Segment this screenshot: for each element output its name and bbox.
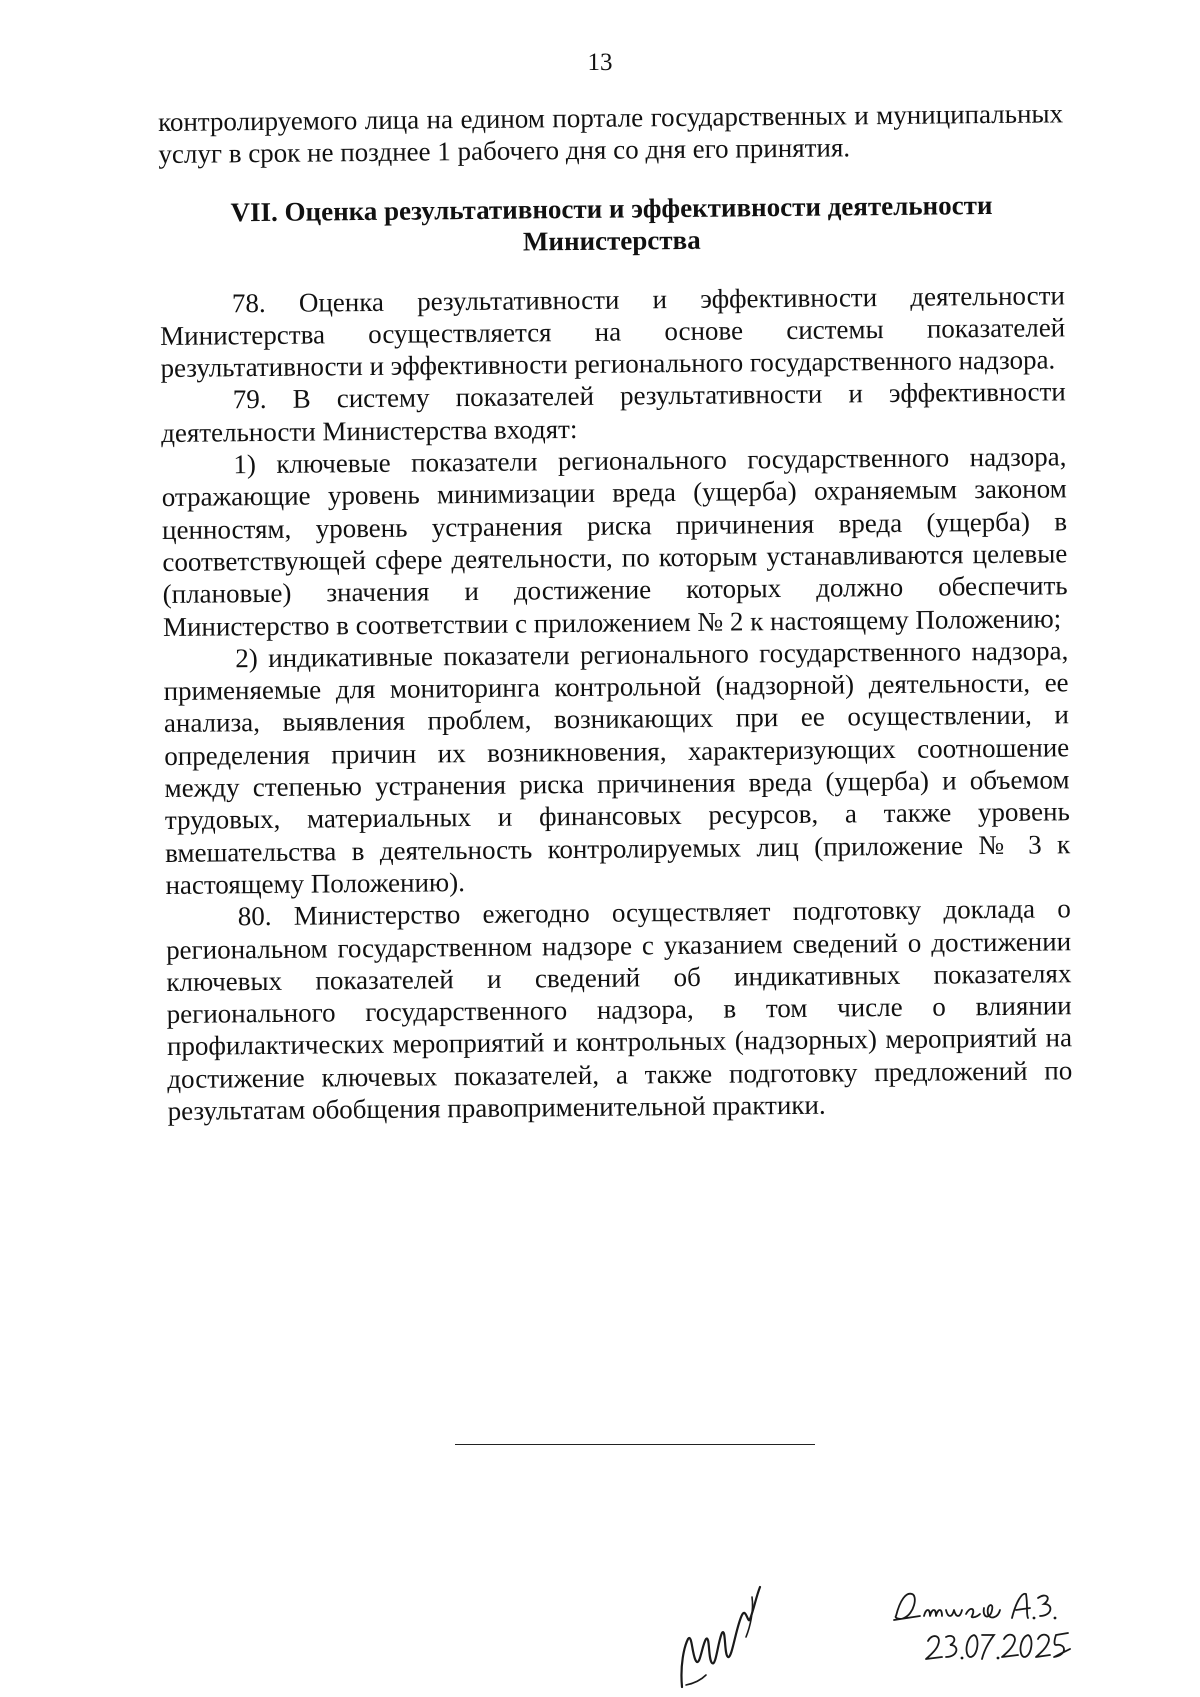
handwritten-name bbox=[890, 1580, 1060, 1630]
document-body bbox=[158, 97, 1073, 1127]
paragraph-78: 78. Оценка результативности и эффективности деятельности Министерства осуществляется на основе системы показателей результативности и эффективности регионального государственного надзора. bbox=[160, 279, 1066, 384]
paragraph-79-item-1: 1) ключевые показатели регионального государственного надзора, отражающие уровень минимизации вреда (ущерба) охраняемым законом ценностям, уровень устранения риска причинения вреда (ущерба) в соответствующей сфере деятельности, по которым устанавливаются целевые (плановые) значения и достижение которых должно обеспечить Министерство в соответствии с приложением № 2 к настоящему Положению; bbox=[161, 441, 1068, 642]
signature-scribble bbox=[662, 1575, 782, 1695]
separator-line bbox=[455, 1444, 815, 1445]
page-number: 13 bbox=[587, 49, 613, 76]
paragraph-79-item-2: 2) индикативные показатели регионального государственного надзора, применяемые для мониторинга контрольной (надзорной) деятельности, ее анализа, выявления проблем, возникающих при ее осуществлении, и определения причин их возникновения, характеризующих соотношение между степенью устранения риска причинения вреда (ущерба) и объемом трудовых, материальных и финансовых ресурсов, а также уровень вмешательства в деятельность контролируемых лиц (приложение № 3 к настоящему Положению). bbox=[163, 635, 1071, 900]
section-heading-line-2: Министерства bbox=[522, 224, 701, 257]
section-heading bbox=[159, 188, 1065, 261]
handwritten-date bbox=[922, 1625, 1072, 1669]
paragraph-79: 79. В систему показателей результативности и эффективности деятельности Министерства входят: bbox=[160, 376, 1066, 448]
section-heading-line-1: VII. Оценка результативности и эффективности деятельности bbox=[230, 189, 993, 227]
intro-paragraph: контролируемого лица на едином портале государственных и муниципальных услуг в срок не позднее 1 рабочего дня со дня его принятия. bbox=[158, 98, 1064, 170]
paragraph-80: 80. Министерство ежегодно осуществляет подготовку доклада о региональном государственном надзоре с указанием сведений о достижении ключевых показателей и сведений об индикативных показателях регионального государственного надзора, в том числе о влиянии профилактических мероприятий и контрольных (надзорных) мероприятий на достижение ключевых показателей, а также подготовку предложений по результатам обобщения правоприменительной практики. bbox=[165, 893, 1073, 1126]
